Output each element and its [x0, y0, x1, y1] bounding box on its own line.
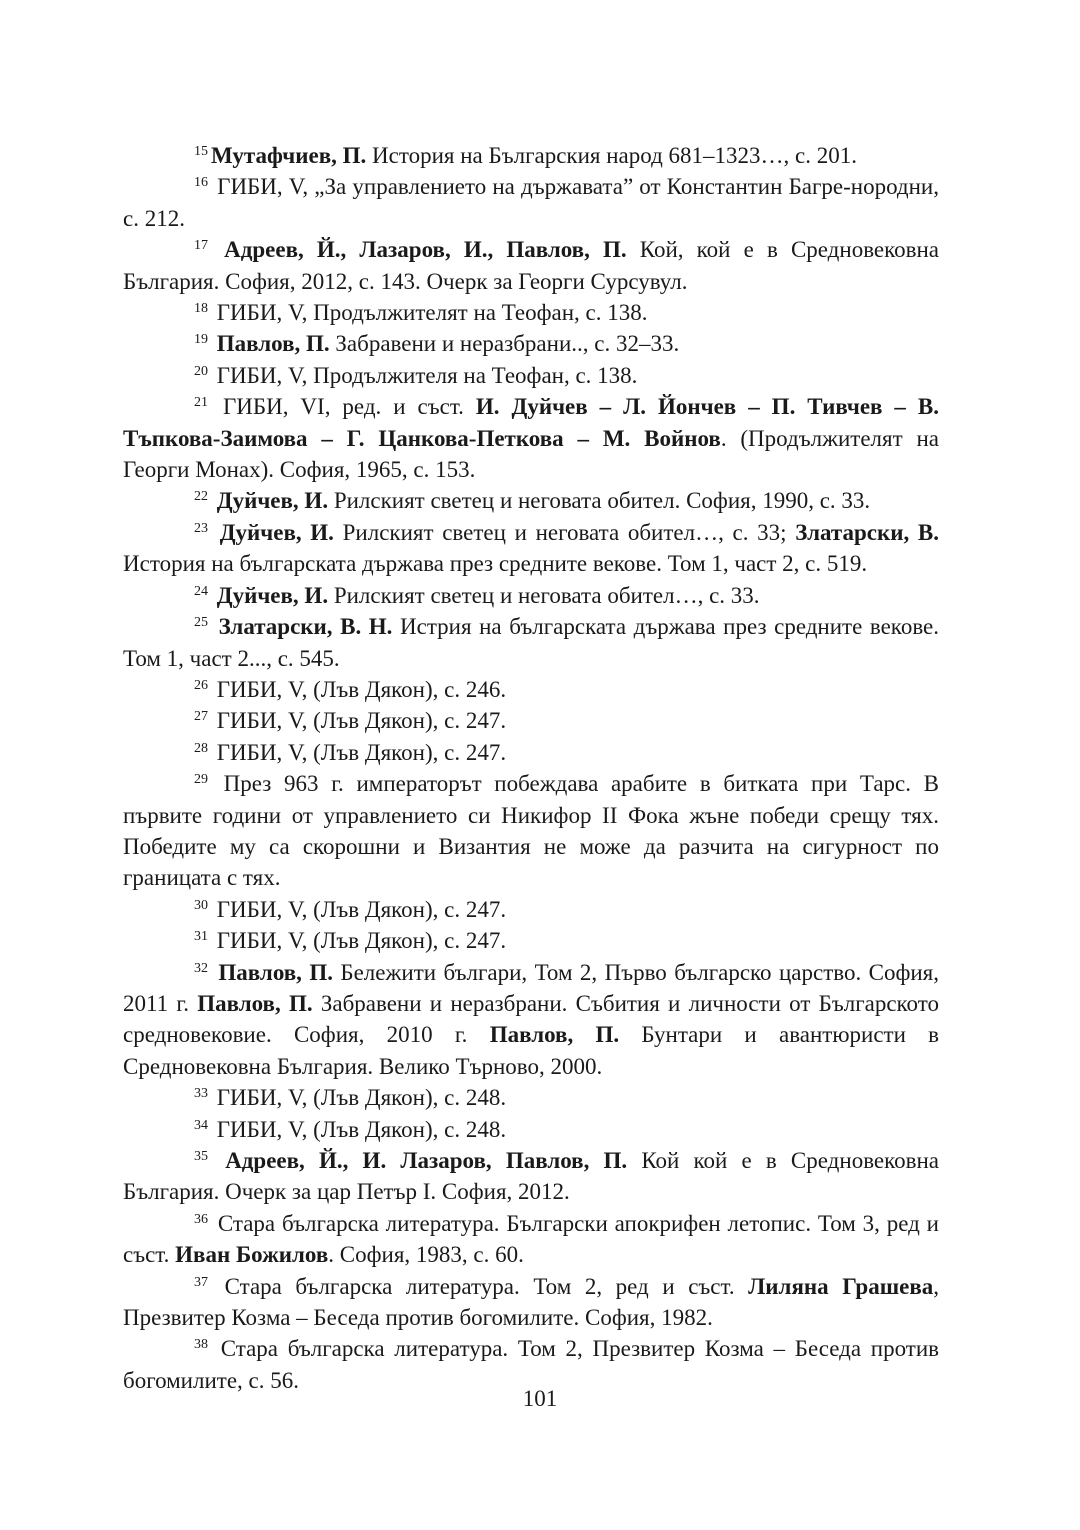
footnote-number: 33: [194, 1086, 208, 1102]
footnote-number: 15: [194, 144, 208, 159]
footnote-text: През 963 г. императорът побеждава арабите в битката при Тарс. В първите години от управлението си Никифор II Фока жъне победи срещу тях. Победите му са скорошни и Византия не може да разчита на сигурност по границата с тях.: [123, 771, 939, 891]
footnote-15: [123, 140, 939, 171]
footnote-number: 17: [194, 238, 208, 254]
footnote-text: ГИБИ, V, Продължителя на Теофан, с. 138.: [211, 362, 638, 388]
footnote-text: Забравени и неразбрани.., с. 32–33.: [329, 331, 680, 357]
footnote-text: Рилският светец и неговата обител. София, 1990, с. 33.: [328, 488, 871, 514]
footnote-number: 20: [194, 363, 208, 379]
author-name: Дуйчев, И.: [216, 488, 329, 514]
footnote-text: Забравени и неразбрани. Събития и личности от Българското средновековие. София, 2010 г.: [123, 990, 939, 1048]
footnote-text: ГИБИ, V, (Лъв Дякон), с. 247.: [211, 896, 507, 922]
author-name: И. Дуйчев – Л. Йончев – П. Тивчев – В. Тъпкова-Заимова – Г. Цанкова-Петкова – М. Войнов: [123, 394, 939, 451]
footnote-16: [123, 171, 939, 234]
footnote-37: [123, 1271, 939, 1334]
author-name: Павлов, П.: [216, 331, 330, 357]
author-name: Павлов, П.: [197, 990, 313, 1016]
footnote-number: 24: [194, 583, 208, 599]
footnote-number: 28: [194, 740, 208, 756]
footnote-29: [123, 768, 939, 894]
footnote-number: 35: [194, 1149, 208, 1164]
author-name: Лиляна Грашева: [748, 1273, 934, 1299]
footnote-text: Кой кой е в Средновековна България. Очерк за цар Петър I. София, 2012.: [123, 1148, 940, 1205]
footnote-number: 36: [194, 1211, 208, 1227]
footnote-30: [123, 894, 939, 925]
footnote-text: ГИБИ, V, „За управлението на държавата” от Константин Багре-нородни, с. 212.: [123, 174, 939, 231]
footnote-number: 32: [194, 960, 208, 976]
footnote-text: Рилският светец и неговата обител…, с. 33.: [328, 582, 760, 608]
footnote-text: ГИБИ, V, (Лъв Дякон), с. 247.: [211, 928, 507, 954]
footnote-text: Кой, кой е в Средновековна България. София, 2012, с. 143. Очерк за Георги Сурсувул.: [123, 237, 940, 294]
footnote-text: ГИБИ, V, Продължителят на Теофан, с. 138.: [211, 300, 648, 326]
footnote-number: 29: [194, 772, 208, 788]
footnote-text: ГИБИ, V, (Лъв Дякон), с. 248.: [211, 1116, 507, 1142]
footnote-text: ГИБИ, VI, ред. и съст.: [211, 394, 476, 420]
footnote-text: [211, 520, 220, 545]
footnote-35: [123, 1145, 939, 1208]
footnote-text: . София, 1983, с. 60.: [328, 1242, 524, 1268]
footnote-number: 23: [194, 520, 208, 536]
footnote-number: 31: [194, 929, 208, 945]
footnote-number: 21: [194, 395, 208, 411]
footnote-text: [211, 1148, 225, 1173]
footnote-31: [123, 925, 939, 956]
footnote-number: 34: [194, 1117, 208, 1133]
author-name: Павлов, П.: [218, 959, 333, 985]
footnote-text: . (Продължителят на Георги Монах). София, 1965, с. 153.: [123, 425, 939, 483]
footnote-27: [123, 705, 939, 736]
footnote-number: 26: [194, 677, 208, 693]
footnote-text: Стара българска литература. Български апокрифен летопис. Том 3, ред и съст.: [123, 1210, 939, 1268]
footnote-text: Рилският светец и неговата обител…, с. 33;: [333, 519, 796, 545]
author-name: Златарски, В. Н.: [218, 614, 393, 640]
footnote-36: [123, 1208, 939, 1271]
footnote-text: Бележити българи, Том 2, Първо българско царство. София, 2011 г.: [123, 959, 939, 1016]
footnote-number: 30: [194, 897, 208, 913]
footnote-text: Стара българска литература. Том 2, Презвитер Козма – Беседа против богомилите, с. 56.: [123, 1336, 939, 1393]
author-name: Дуйчев, И.: [216, 582, 329, 608]
footnote-number: 25: [194, 615, 208, 631]
footnote-32: [123, 957, 939, 1083]
footnote-24: [123, 580, 939, 611]
footnote-text: Бунтари и авантюристи в Средновековна България. Велико Търново, 2000.: [123, 1022, 940, 1079]
author-name: Златарски, В.: [795, 519, 939, 545]
footnote-text: Истрия на българската държава през средните векове. Том 1, част 2..., с. 545.: [123, 614, 939, 671]
footnote-25: [123, 611, 939, 674]
author-name: Адреев, Й., Лазаров, И., Павлов, П.: [224, 237, 627, 263]
footnote-17: [123, 234, 939, 297]
footnote-number: 19: [194, 332, 208, 348]
footnote-33: [123, 1082, 939, 1113]
footnotes-list: [123, 140, 939, 1396]
footnote-text: Стара българска литература. Том 2, ред и съст.: [211, 1273, 749, 1299]
footnote-text: ГИБИ, V, (Лъв Дякон), с. 246.: [211, 676, 507, 702]
footnote-number: 38: [194, 1337, 208, 1353]
author-name: Мутафчиев, П.: [211, 143, 367, 168]
footnote-18: [123, 297, 939, 328]
footnote-number: 22: [194, 489, 208, 505]
page-number: 101: [522, 1386, 558, 1411]
author-name: Адреев, Й., И. Лазаров, Павлов, П.: [225, 1148, 628, 1173]
footnote-21: [123, 391, 939, 485]
footnote-26: [123, 674, 939, 705]
footnote-23: [123, 517, 939, 580]
footnote-text: , Презвитер Козма – Беседа против богомилите. София, 1982.: [123, 1273, 939, 1331]
footnote-text: История на българската държава през средните векове. Том 1, част 2, с. 519.: [123, 551, 868, 577]
footnote-22: [123, 485, 939, 516]
footnote-text: [211, 614, 219, 639]
footnote-text: История на Българския народ 681–1323…, с. 201.: [366, 143, 858, 168]
footnote-number: 37: [194, 1274, 208, 1290]
footnote-20: [123, 360, 939, 391]
footnote-text: [211, 237, 224, 262]
footnote-number: 16: [194, 175, 208, 191]
footnote-28: [123, 737, 939, 768]
author-name: Иван Божилов: [175, 1242, 329, 1268]
footnote-text: ГИБИ, V, (Лъв Дякон), с. 248.: [211, 1085, 507, 1111]
footnote-number: 27: [194, 709, 208, 725]
author-name: Павлов, П.: [489, 1022, 620, 1048]
footnote-number: 18: [194, 301, 208, 317]
footnote-34: [123, 1114, 939, 1145]
footnote-text: ГИБИ, V, (Лъв Дякон), с. 247.: [211, 708, 507, 734]
author-name: Дуйчев, И.: [219, 519, 334, 545]
footnote-19: [123, 328, 939, 359]
footnote-text: ГИБИ, V, (Лъв Дякон), с. 247.: [211, 739, 507, 765]
